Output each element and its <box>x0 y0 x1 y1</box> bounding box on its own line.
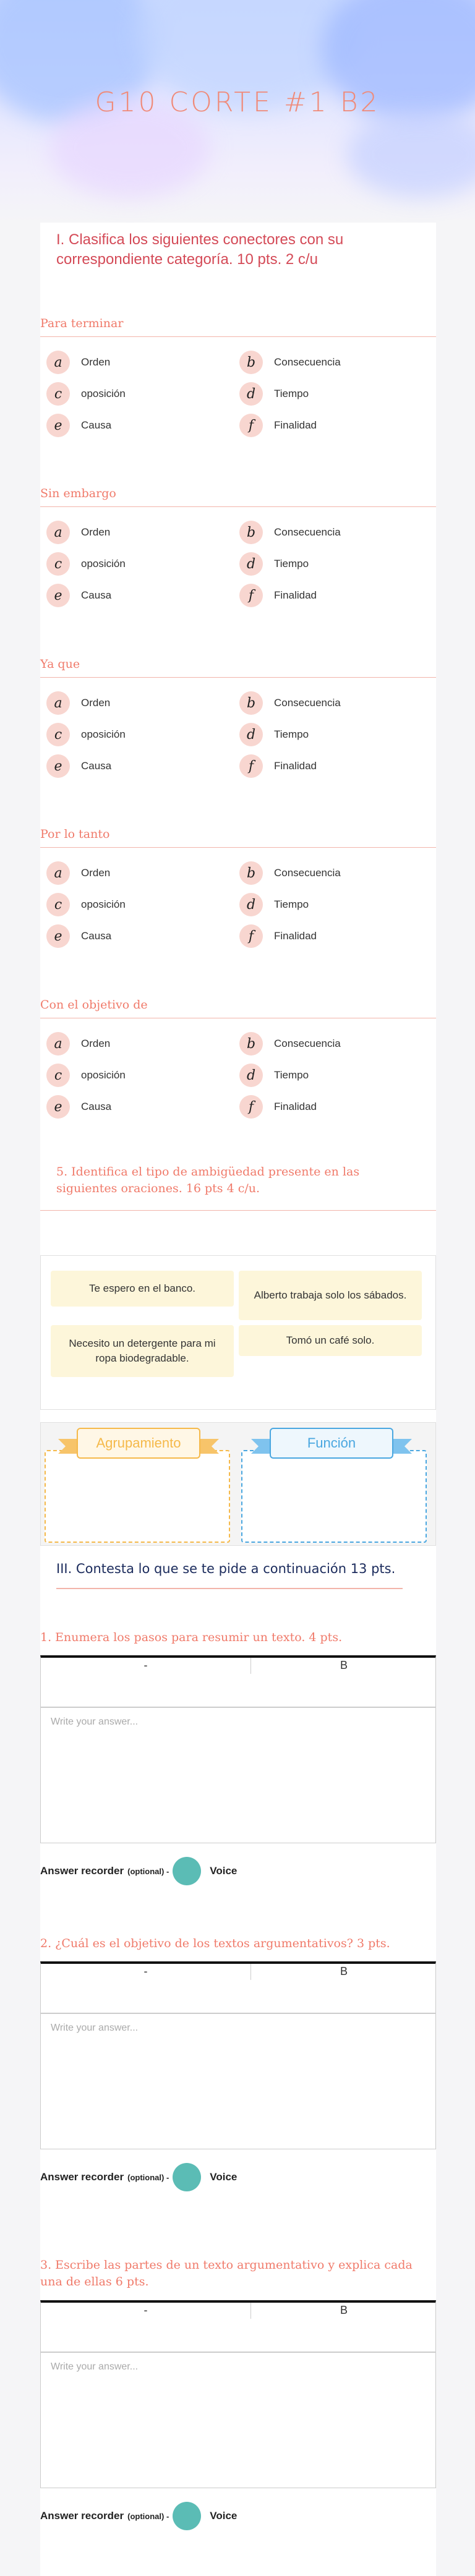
answer-recorder <box>40 1857 237 1885</box>
option-label: Consecuencia <box>274 697 341 709</box>
option-letter-badge: c <box>46 723 70 746</box>
answer-textarea[interactable]: Write your answer... <box>40 1707 436 1843</box>
option-f[interactable] <box>239 583 317 608</box>
option-b[interactable] <box>239 520 341 545</box>
option-letter-badge: d <box>239 1064 263 1087</box>
option-d[interactable] <box>239 892 309 917</box>
drag-card[interactable]: Necesito un detergente para mi ropa biodegradable. <box>51 1325 234 1377</box>
option-letter-badge: e <box>46 754 70 778</box>
option-letter-badge: c <box>46 1064 70 1087</box>
connector-label: Ya que <box>40 657 80 671</box>
option-letter-badge: a <box>46 861 70 885</box>
drag-cards-area <box>40 1255 436 1410</box>
option-label: Tiempo <box>274 558 309 569</box>
option-letter-badge: c <box>46 893 70 916</box>
question-title: 2. ¿Cuál es el objetivo de los textos argumentativos? 3 pts. <box>40 1937 390 1950</box>
record-button[interactable] <box>173 2502 201 2530</box>
option-letter-badge: f <box>239 924 263 948</box>
option-letter-badge: d <box>239 552 263 576</box>
option-label: oposición <box>81 728 126 740</box>
bucket-label: Función <box>270 1428 393 1459</box>
option-label: Tiempo <box>274 898 309 910</box>
option-letter-badge: f <box>239 1095 263 1119</box>
answer-textarea[interactable]: Write your answer... <box>40 2352 436 2488</box>
option-label: oposición <box>81 558 126 569</box>
connector-label: Por lo tanto <box>40 827 110 841</box>
record-button[interactable] <box>173 1857 201 1885</box>
answer-table <box>40 1961 436 2013</box>
option-letter-badge: e <box>46 924 70 948</box>
voice-label: Voice <box>210 1865 238 1877</box>
option-letter-badge: e <box>46 414 70 437</box>
option-label: Finalidad <box>274 930 317 942</box>
recorder-optional: (optional) - <box>127 1866 169 1876</box>
option-letter-badge: a <box>46 1032 70 1056</box>
recorder-label: Answer recorder <box>40 1865 124 1877</box>
section-3-divider <box>56 1588 403 1589</box>
connector-group <box>40 998 436 1122</box>
connector-label: Sin embargo <box>40 487 116 500</box>
option-f[interactable] <box>239 1094 317 1119</box>
answer-table <box>40 2300 436 2352</box>
option-letter-badge: b <box>239 351 263 374</box>
option-letter-badge: f <box>239 584 263 607</box>
option-a[interactable] <box>46 350 110 375</box>
option-letter-badge: b <box>239 1032 263 1056</box>
option-b[interactable] <box>239 691 341 715</box>
option-label: Tiempo <box>274 728 309 740</box>
option-letter-badge: a <box>46 351 70 374</box>
recorder-label: Answer recorder <box>40 2510 124 2522</box>
bucket-label: Agrupamiento <box>77 1428 200 1459</box>
option-letter-badge: d <box>239 723 263 746</box>
option-b[interactable] <box>239 861 341 885</box>
option-e[interactable] <box>46 413 111 438</box>
option-e[interactable] <box>46 583 111 608</box>
option-label: Orden <box>81 697 111 709</box>
answer-recorder <box>40 2163 237 2191</box>
connector-group <box>40 487 436 610</box>
option-e[interactable] <box>46 1094 111 1119</box>
option-d[interactable] <box>239 1063 309 1088</box>
option-c[interactable] <box>46 382 126 406</box>
option-letter-badge: d <box>239 382 263 406</box>
option-label: Causa <box>81 930 112 942</box>
option-letter-badge: a <box>46 521 70 544</box>
drag-card[interactable]: Tomó un café solo. <box>239 1325 422 1356</box>
option-label: Finalidad <box>274 760 317 772</box>
option-f[interactable] <box>239 413 317 438</box>
worksheet-card <box>40 223 436 2576</box>
answer-block <box>40 1961 436 2203</box>
table-cell[interactable]: - <box>41 1964 251 1980</box>
connector-label: Para terminar <box>40 317 124 330</box>
option-label: oposición <box>81 898 126 910</box>
section-3-title: III. Contesta lo que se te pide a continuación 13 pts. <box>56 1561 396 1576</box>
option-letter-badge: a <box>46 691 70 715</box>
option-f[interactable] <box>239 924 317 949</box>
table-cell[interactable]: - <box>41 2303 251 2319</box>
option-letter-badge: d <box>239 893 263 916</box>
ribbon-agrupamiento <box>58 1428 219 1465</box>
table-cell[interactable]: - <box>41 1658 251 1674</box>
option-a[interactable] <box>46 691 110 715</box>
option-e[interactable] <box>46 754 111 778</box>
question-title: 3. Escribe las partes de un texto argumentativo y explica cada una de ellas 6 pts. <box>40 2258 413 2288</box>
option-label: Tiempo <box>274 1069 309 1081</box>
option-label: oposición <box>81 388 126 399</box>
answer-table <box>40 1655 436 1707</box>
recorder-label: Answer recorder <box>40 2171 124 2183</box>
option-letter-badge: e <box>46 584 70 607</box>
recorder-optional: (optional) - <box>127 2511 169 2521</box>
option-label: Causa <box>81 760 112 772</box>
option-a[interactable] <box>46 1031 110 1056</box>
option-label: Orden <box>81 867 111 879</box>
option-letter-badge: c <box>46 552 70 576</box>
voice-label: Voice <box>210 2171 238 2183</box>
recorder-optional: (optional) - <box>127 2172 169 2182</box>
option-label: Orden <box>81 356 111 368</box>
connector-divider <box>40 336 436 337</box>
ribbon-funcion <box>251 1428 412 1465</box>
header-banner <box>0 0 475 223</box>
table-cell[interactable]: B <box>340 1965 348 1977</box>
option-d[interactable] <box>239 382 309 406</box>
option-label: Consecuencia <box>274 526 341 538</box>
page-title: G10 CORTE #1 B2 <box>95 87 380 118</box>
option-letter-badge: b <box>239 521 263 544</box>
table-cell[interactable]: B <box>340 2304 348 2316</box>
drag-card[interactable]: Alberto trabaja solo los sábados. <box>239 1271 422 1320</box>
option-label: Finalidad <box>274 419 317 431</box>
answer-block <box>40 1655 436 1896</box>
table-cell[interactable]: B <box>340 1659 348 1671</box>
option-label: Causa <box>81 1101 112 1112</box>
option-letter-badge: b <box>239 861 263 885</box>
connector-group <box>40 827 436 951</box>
option-c[interactable] <box>46 892 126 917</box>
option-label: Tiempo <box>274 388 309 399</box>
connector-label: Con el objetivo de <box>40 998 148 1012</box>
option-c[interactable] <box>46 1063 126 1088</box>
connector-group <box>40 657 436 781</box>
answer-recorder <box>40 2502 237 2530</box>
option-label: Consecuencia <box>274 1038 341 1049</box>
option-label: Consecuencia <box>274 356 341 368</box>
answer-textarea[interactable]: Write your answer... <box>40 2013 436 2149</box>
option-label: Finalidad <box>274 1101 317 1112</box>
option-d[interactable] <box>239 722 309 747</box>
option-letter-badge: f <box>239 754 263 778</box>
question-title: 1. Enumera los pasos para resumir un texto. 4 pts. <box>40 1631 343 1644</box>
option-b[interactable] <box>239 350 341 375</box>
option-d[interactable] <box>239 552 309 576</box>
option-letter-badge: e <box>46 1095 70 1119</box>
option-label: Finalidad <box>274 589 317 601</box>
voice-label: Voice <box>210 2510 238 2522</box>
option-f[interactable] <box>239 754 317 778</box>
question-2-title: 5. Identifica el tipo de ambigüedad presente en las siguientes oraciones. 16 pts 4 c/u. <box>56 1165 360 1195</box>
question-1-title: I. Clasifica los siguientes conectores con su correspondiente categoría. 10 pts. 2 c/u <box>56 231 344 268</box>
option-label: oposición <box>81 1069 126 1081</box>
option-label: Consecuencia <box>274 867 341 879</box>
option-letter-badge: b <box>239 691 263 715</box>
connector-divider <box>40 677 436 678</box>
option-letter-badge: f <box>239 414 263 437</box>
option-label: Causa <box>81 419 112 431</box>
drag-card[interactable]: Te espero en el banco. <box>51 1271 234 1307</box>
record-button[interactable] <box>173 2163 201 2191</box>
option-label: Orden <box>81 1038 111 1049</box>
option-e[interactable] <box>46 924 111 949</box>
connector-divider <box>40 506 436 507</box>
option-c[interactable] <box>46 722 126 747</box>
connector-group <box>40 317 436 440</box>
option-c[interactable] <box>46 552 126 576</box>
category-buckets <box>40 1422 436 1546</box>
option-a[interactable] <box>46 520 110 545</box>
option-b[interactable] <box>239 1031 341 1056</box>
answer-block <box>40 2300 436 2541</box>
connector-divider <box>40 847 436 848</box>
option-a[interactable] <box>46 861 110 885</box>
option-label: Orden <box>81 526 111 538</box>
option-letter-badge: c <box>46 382 70 406</box>
option-label: Causa <box>81 589 112 601</box>
question-2-divider <box>40 1210 436 1211</box>
